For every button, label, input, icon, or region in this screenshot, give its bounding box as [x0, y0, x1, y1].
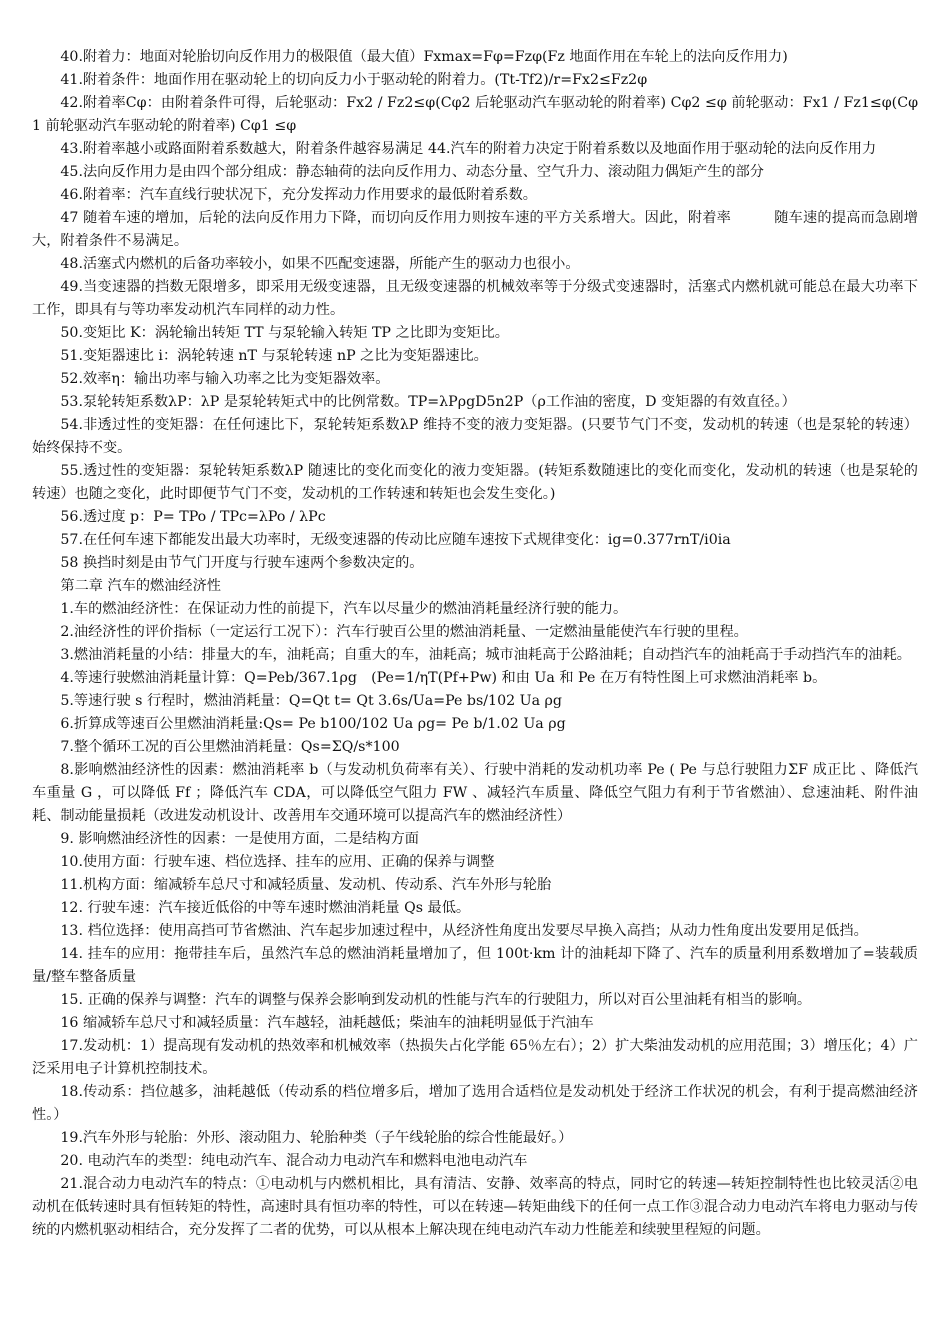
- paragraph-58: 58 换挡时刻是由节气门开度与行驶车速两个参数决定的。: [60, 555, 424, 571]
- chapter-title: 第二章 汽车的燃油经济性: [60, 578, 221, 594]
- paragraph-46: 46.附着率：汽车直线行驶状况下，充分发挥动力作用要求的最低附着系数。: [60, 187, 537, 203]
- ch2-paragraph-19: 19.汽车外形与轮胎：外形、滚动阻力、轮胎种类（子午线轮胎的综合性能最好。）: [60, 1130, 573, 1146]
- ch2-paragraph-20: 20. 电动汽车的类型：纯电动汽车、混合动力电动汽车和燃料电池电动汽车: [60, 1153, 528, 1169]
- paragraph-43: 43.附着率越小或路面附着系数越大，附着条件越容易满足 44.汽车的附着力决定于附着系数以及地面作用于驱动轮的法向反作用力: [60, 141, 877, 157]
- paragraph-47: 47 随着车速的增加，后轮的法向反作用力下降，而切向反作用力则按车速的平方关系增大。因此，附着率 随车速的提高而急剧增大，附着条件不易满足。: [32, 210, 918, 249]
- paragraph-40: 40.附着力：地面对轮胎切向反作用力的极限值（最大值）Fxmax=Fφ=Fzφ(Fz 地面作用在车轮上的法向反作用力): [60, 49, 788, 65]
- ch2-paragraph-2: 2.油经济性的评价指标（一定运行工况下）：汽车行驶百公里的燃油消耗量、一定燃油量能使汽车行驶的里程。: [60, 624, 748, 640]
- ch2-paragraph-16: 16 缩减轿车总尺寸和减轻质量：汽车越轻，油耗越低；柴油车的油耗明显低于汽油车: [60, 1015, 594, 1031]
- ch2-paragraph-10: 10.使用方面：行驶车速、档位选择、挂车的应用、正确的保养与调整: [60, 854, 495, 870]
- ch2-paragraph-4: 4.等速行驶燃油消耗量计算：Q=Peb/367.1ρg (Pe=1/ηT(Pf+Pw) 和由 Ua 和 Pe 在万有特性图上可求燃油消耗率 b。: [60, 670, 827, 686]
- paragraph-50: 50.变矩比 K：涡轮输出转矩 TT 与泵轮输入转矩 TP 之比即为变矩比。: [60, 325, 509, 341]
- ch2-paragraph-11: 11.机构方面：缩减轿车总尺寸和减轻质量、发动机、传动系、汽车外形与轮胎: [60, 877, 552, 893]
- ch2-paragraph-14: 14. 挂车的应用：拖带挂车后，虽然汽车总的燃油消耗量增加了，但 100t·km 计的油耗却下降了、汽车的质量利用系数增加了=装载质量/整车整备质量: [32, 946, 918, 985]
- ch2-paragraph-9: 9. 影响燃油经济性的因素：一是使用方面，二是结构方面: [60, 831, 419, 847]
- paragraph-53: 53.泵轮转矩系数λP：λP 是泵轮转矩式中的比例常数。TP=λPρgD5n2P（ρ工作油的密度，D 变矩器的有效直径。）: [60, 394, 796, 410]
- paragraph-51: 51.变矩器速比 i：涡轮转速 nT 与泵轮转速 nP 之比为变矩器速比。: [60, 348, 488, 364]
- paragraph-52: 52.效率η：输出功率与输入功率之比为变矩器效率。: [60, 371, 390, 387]
- paragraph-42: 42.附着率Cφ：由附着条件可得，后轮驱动：Fx2 / Fz2≤φ(Cφ2 后轮驱动汽车驱动轮的附着率) Cφ2 ≤φ 前轮驱动：Fx1 / Fz1≤φ(Cφ1 前轮驱动汽车驱动轮的附着率) Cφ1 ≤φ: [32, 95, 918, 134]
- ch2-paragraph-6: 6.折算成等速百公里燃油消耗量:Qs= Pe b100/102 Ua ρg= Pe b/1.02 Ua ρg: [60, 716, 566, 732]
- paragraph-45: 45.法向反作用力是由四个部分组成：静态轴荷的法向反作用力、动态分量、空气升力、滚动阻力偶矩产生的部分: [60, 164, 764, 180]
- ch2-paragraph-5: 5.等速行驶 s 行程时，燃油消耗量：Q=Qt t= Qt 3.6s/Ua=Pe bs/102 Ua ρg: [60, 693, 562, 709]
- ch2-paragraph-3: 3.燃油消耗量的小结：排量大的车，油耗高；自重大的车，油耗高；城市油耗高于公路油耗；自动挡汽车的油耗高于手动挡汽车的油耗。: [60, 647, 911, 663]
- ch2-paragraph-18: 18.传动系：挡位越多，油耗越低（传动系的档位增多后，增加了选用合适档位是发动机处于经济工作状况的机会，有利于提高燃油经济性。）: [32, 1084, 918, 1123]
- ch2-paragraph-21: 21.混合动力电动汽车的特点：①电动机与内燃机相比，具有清洁、安静、效率高的特点，同时它的转速—转矩控制特性也比较灵活②电动机在低转速时具有恒转矩的特性，高速时具有恒功率的特性，可以在转速—转矩曲线下的任何一点工作③混合动力电动汽车将电力驱动与传统的内燃机驱动相结合，充分发挥了二者的优势，可以从根本上解决现在纯电动汽车动力性能差和续驶里程短的问题。: [32, 1176, 918, 1238]
- ch2-paragraph-17: 17.发动机：1）提高现有发动机的热效率和机械效率（热损失占化学能 65％左右）；2）扩大柴油发动机的应用范围；3）增压化；4）广泛采用电子计算机控制技术。: [32, 1038, 918, 1077]
- ch2-paragraph-8: 8.影响燃油经济性的因素：燃油消耗率 b（与发动机负荷率有关）、行驶中消耗的发动机功率 Pe ( Pe 与总行驶阻力ΣF 成正比 、降低汽车重量 G ，可以降低 Ff ；降低汽车 CDA，可以降低空气阻力 FW 、减轻汽车质量、降低空气阻力有利于节省燃油）、怠速油耗、附件油耗、制动能量损耗（改进发动机设计、改善用车交通环境可以提高汽车的燃油经济性）: [32, 762, 918, 824]
- paragraph-49: 49.当变速器的挡数无限增多，即采用无级变速器，且无级变速器的机械效率等于分级式变速器时，活塞式内燃机就可能总在最大功率下工作，即具有与等功率发动机汽车同样的动力性。: [32, 279, 918, 318]
- paragraph-57: 57.在任何车速下都能发出最大功率时，无级变速器的传动比应随车速按下式规律变化：ig=0.377rnT/i0ia: [60, 532, 731, 548]
- ch2-paragraph-7: 7.整个循环工况的百公里燃油消耗量：Qs=ΣQ/s*100: [60, 739, 400, 755]
- ch2-paragraph-12: 12. 行驶车速：汽车接近低俗的中等车速时燃油消耗量 Qs 最低。: [60, 900, 471, 916]
- ch2-paragraph-1: 1.车的燃油经济性：在保证动力性的前提下，汽车以尽量少的燃油消耗量经济行驶的能力。: [60, 601, 628, 617]
- ch2-paragraph-15: 15. 正确的保养与调整：汽车的调整与保养会影响到发动机的性能与汽车的行驶阻力，所以对百公里油耗有相当的影响。: [60, 992, 812, 1008]
- paragraph-41: 41.附着条件：地面作用在驱动轮上的切向反力小于驱动轮的附着力。(Tt-Tf2)/r=Fx2≤Fz2φ: [60, 72, 648, 88]
- paragraph-55: 55.透过性的变矩器：泵轮转矩系数λP 随速比的变化而变化的液力变矩器。(转矩系数随速比的变化而变化，发动机的转速（也是泵轮的转速）也随之变化，此时即便节气门不变，发动机的工作转速和转矩也会发生变化。): [32, 463, 918, 502]
- paragraph-54: 54.非透过性的变矩器：在任何速比下，泵轮转矩系数λP 维持不变的液力变矩器。(只要节气门不变，发动机的转速（也是泵轮的转速）始终保持不变。: [32, 417, 918, 456]
- paragraph-48: 48.活塞式内燃机的后备功率较小，如果不匹配变速器，所能产生的驱动力也很小。: [60, 256, 580, 272]
- paragraph-56: 56.透过度 p：P= TPo / TPc=λPo / λPc: [60, 509, 326, 525]
- ch2-paragraph-13: 13. 档位选择：使用高挡可节省燃油、汽车起步加速过程中，从经济性角度出发要尽早换入高挡；从动力性角度出发要用足低挡。: [60, 923, 868, 939]
